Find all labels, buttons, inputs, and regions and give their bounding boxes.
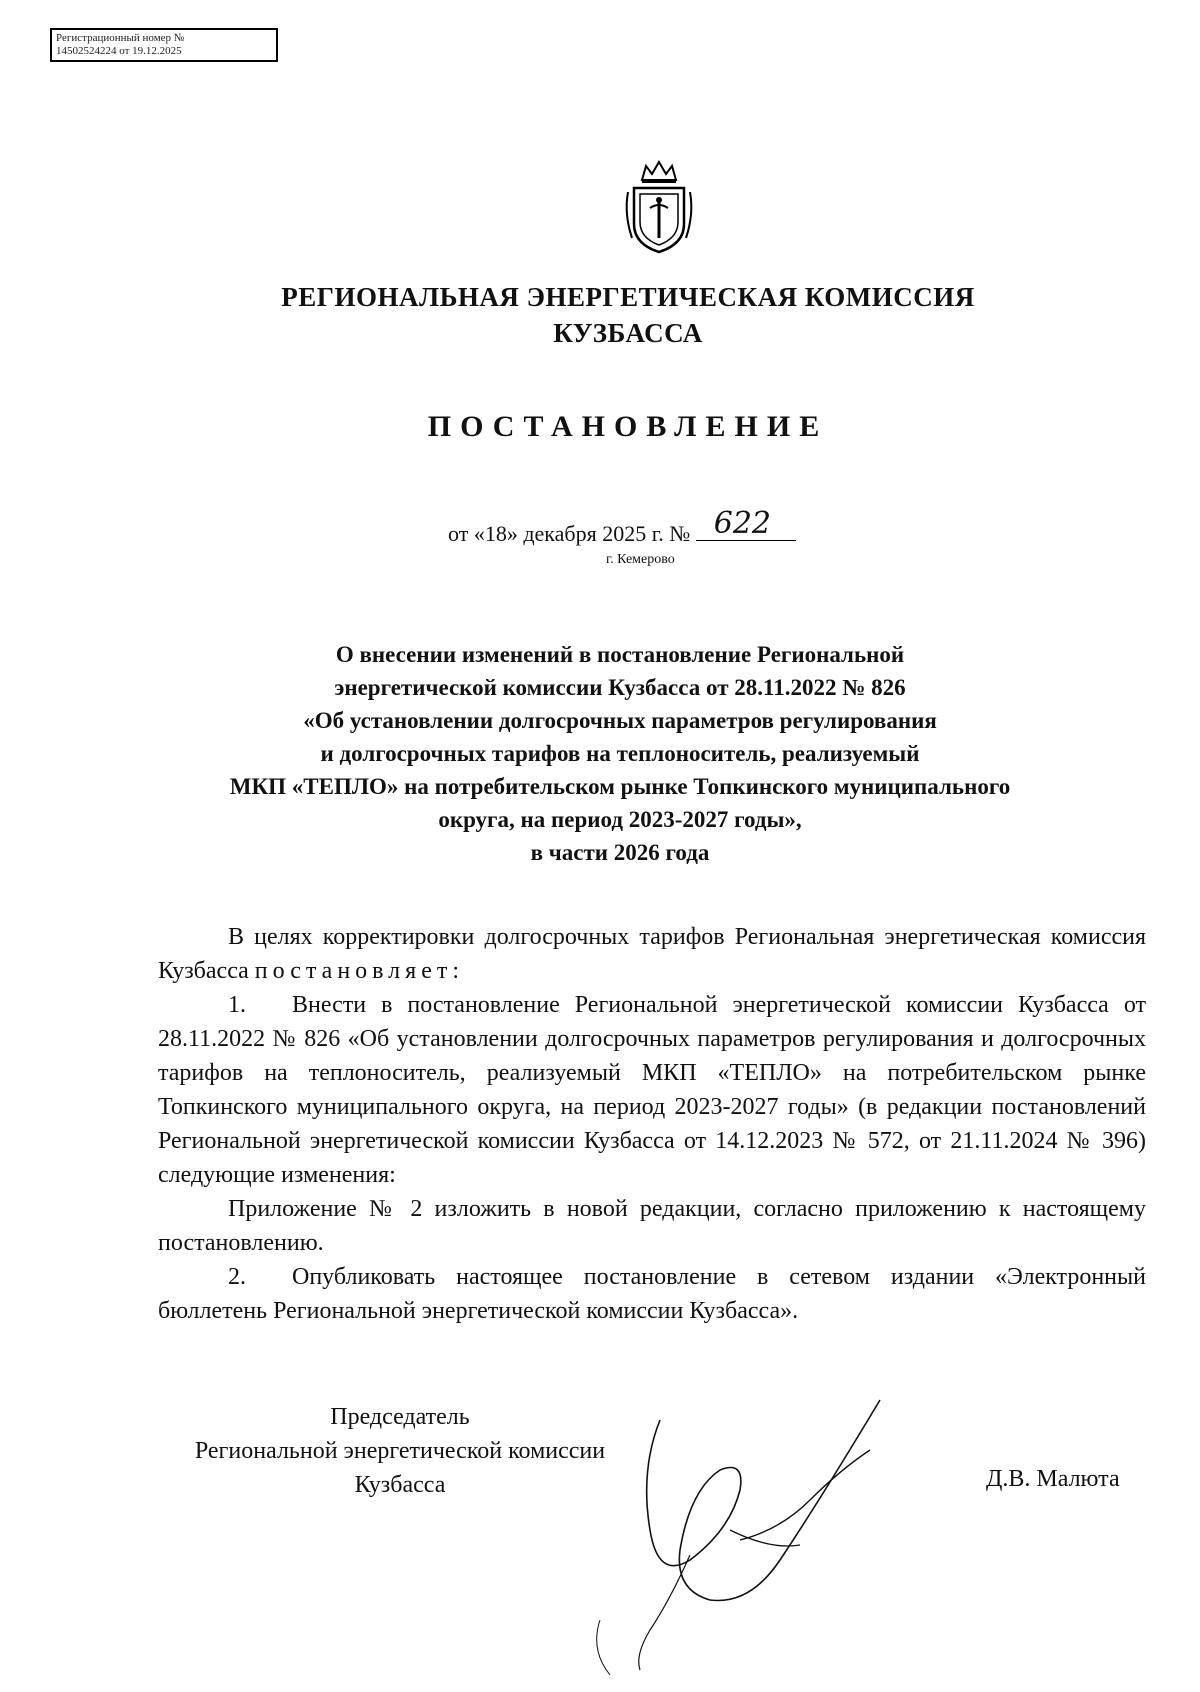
subject-line: «Об установлении долгосрочных параметров регулирования — [303, 708, 937, 733]
signatory-name: Д.В. Малюта — [986, 1466, 1120, 1492]
subject-line: энергетической комиссии Кузбасса от 28.11.2022 № 826 — [334, 675, 906, 700]
item-2-number: 2. — [228, 1264, 246, 1290]
position-line: Региональной энергетической комиссии — [194, 1438, 606, 1464]
intro-text: В целях корректировки долгосрочных тарифов Региональная энергетическая комиссия Кузбасса — [158, 924, 1146, 984]
subject-line: округа, на период 2023-2027 годы», — [438, 807, 802, 832]
item-1-text: Внести в постановление Региональной энергетической комиссии Кузбасса от 28.11.2022 № 826 «Об установлении долгосрочных параметров регулирования и долгосрочных тарифов на теплоноситель, реализуемый МКП «ТЕПЛО» на потребительском рынке Топкинского муниципального округа, на период 2023-2027 годы» (в редакции постановлений Региональной энергетической комиссии Кузбасса от 14.12.2023 № 572, от 21.11.2024 № 396) следующие изменения: — [158, 992, 1146, 1188]
registration-number: 14502524224 от 19.12.2025 — [56, 45, 182, 57]
subject-line: О внесении изменений в постановление Региональной — [335, 642, 905, 667]
item-2-paragraph — [158, 1260, 1146, 1328]
document-dateline — [448, 506, 796, 547]
document-number-field — [696, 506, 796, 541]
handwritten-signature — [540, 1380, 960, 1680]
document-date: от «18» декабря 2025 г. № — [448, 521, 691, 546]
organization-name-line1: РЕГИОНАЛЬНАЯ ЭНЕРГЕТИЧЕСКАЯ КОМИССИЯ — [281, 282, 975, 312]
intro-paragraph — [158, 920, 1146, 988]
subject-line: и долгосрочных тарифов на теплоноситель, реализуемый — [320, 741, 920, 766]
document-city: г. Кемерово — [606, 552, 675, 567]
subject-line: МКП «ТЕПЛО» на потребительском рынке Топкинского муниципального — [229, 774, 1011, 799]
item-1-sub-paragraph: Приложение № 2 изложить в новой редакции, согласно приложению к настоящему постановлению. — [158, 1196, 1146, 1256]
item-1-paragraph — [158, 988, 1146, 1192]
document-type: ПОСТАНОВЛЕНИЕ — [427, 410, 829, 443]
intro-verb: постановляет: — [254, 958, 465, 984]
position-line: Председатель — [330, 1404, 470, 1430]
document-number: 622 — [713, 506, 772, 541]
position-line: Кузбасса — [354, 1472, 446, 1498]
item-1-number: 1. — [228, 992, 246, 1018]
organization-name-line2: КУЗБАССА — [553, 318, 703, 348]
registration-stamp — [50, 28, 278, 62]
coat-of-arms-icon — [620, 158, 698, 256]
registration-label: Регистрационный номер № — [56, 32, 185, 44]
document-body — [158, 920, 1146, 1328]
document-subject — [120, 638, 1120, 869]
subject-line: в части 2026 года — [530, 840, 710, 865]
item-2-text: Опубликовать настоящее постановление в сетевом издании «Электронный бюллетень Региональной энергетической комиссии Кузбасса». — [158, 1264, 1146, 1324]
